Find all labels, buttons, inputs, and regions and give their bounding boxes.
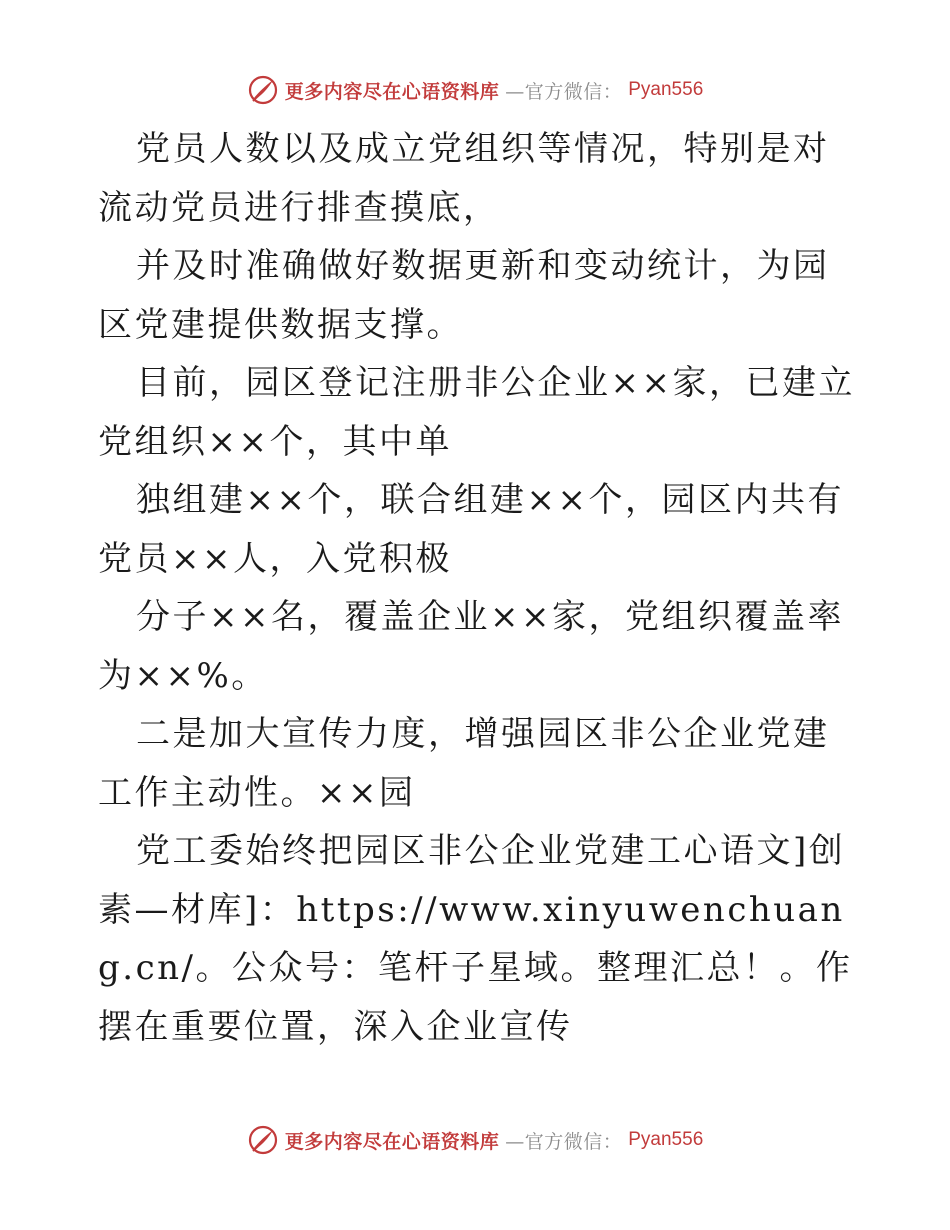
banner-separator-text: —官方微信： [505,1130,623,1153]
paragraph: 独组建××个，联合组建××个，园区内共有党员××人，入党积极 [98,480,844,579]
paragraph: 分子××名，覆盖企业××家，党组织覆盖率为××%。 [98,597,844,696]
quill-pen-logo-icon [247,1124,279,1156]
banner-main-text: 更多内容尽在心语资料库 [284,80,500,103]
banner-wechat-id: Pyan556 [628,79,704,100]
quill-pen-logo-icon [247,74,279,106]
paragraph: 二是加大宣传力度，增强园区非公企业党建工作主动性。××园 [98,714,830,813]
banner-separator-text: —官方微信： [505,80,623,103]
document-body [98,120,858,1056]
paragraph: 并及时准确做好数据更新和变动统计，为园区党建提供数据支撑。 [98,246,830,345]
banner-wechat-id: Pyan556 [628,1129,704,1150]
header-banner [0,70,950,110]
paragraph: 目前，园区登记注册非公企业××家，已建立党组织××个，其中单 [98,363,855,462]
paragraph: 党工委始终把园区非公企业党建工心语文]创素—材库]：https://www.xinyuwenchuang.cn/。公众号：笔杆子星域。整理汇总！。作摆在重要位置，深入企业宣传 [98,831,853,1047]
banner-main-text: 更多内容尽在心语资料库 [284,1130,500,1153]
footer-banner [0,1120,950,1160]
paragraph: 党员人数以及成立党组织等情况，特别是对流动党员进行排查摸底， [98,129,830,228]
